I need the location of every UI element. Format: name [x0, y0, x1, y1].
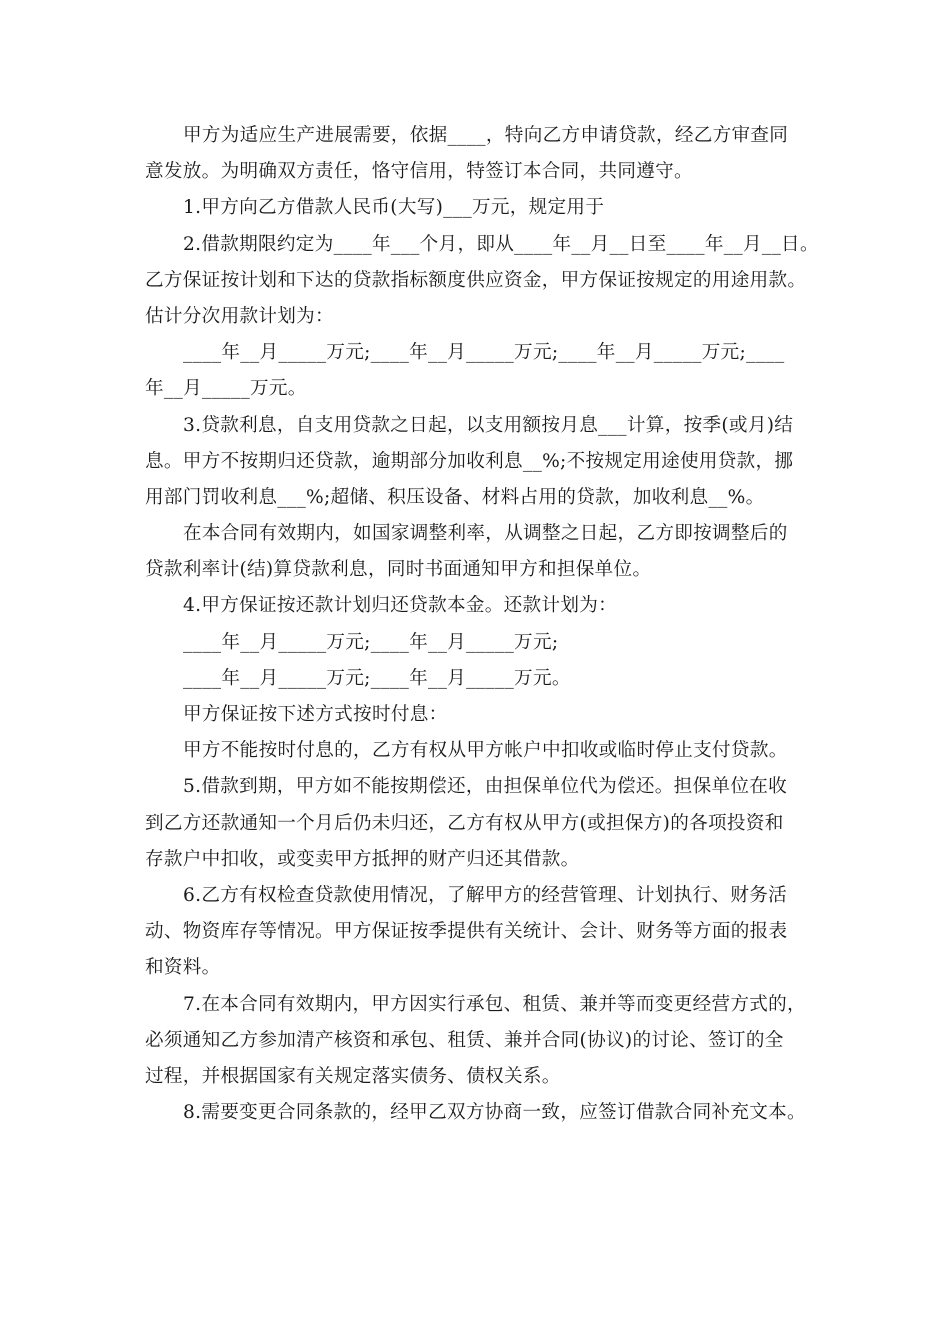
paragraph-usage-plan [145, 335, 825, 407]
paragraph-interest-default [145, 733, 825, 769]
paragraph-clause-7 [145, 987, 825, 1096]
text-line: 年__月_____万元。 [145, 378, 307, 400]
text-line: 8.需要变更合同条款的，经甲乙双方协商一致，应签订借款合同补充文本。 [183, 1102, 806, 1124]
text-line: 7.在本合同有效期内，甲方因实行承包、租赁、兼并等而变更经营方式的， [183, 993, 806, 1015]
text-line: 在本合同有效期内，如国家调整利率，从调整之日起，乙方即按调整后的 [183, 523, 788, 545]
paragraph-clause-2 [145, 227, 825, 336]
text-line: 用部门罚收利息___%;超储、积压设备、材料占用的贷款，加收利息__%。 [145, 486, 765, 508]
paragraph-repay-plan-2 [145, 661, 825, 697]
text-line: ____年__月_____万元;____年__月_____万元。 [183, 667, 571, 689]
contract-page [145, 118, 825, 1131]
paragraph-clause-6 [145, 878, 825, 987]
paragraph-rate-adjust [145, 516, 825, 588]
paragraph-clause-4 [145, 588, 825, 624]
text-line: 必须通知乙方参加清产核资和承包、租赁、兼并合同(协议)的讨论、签订的全 [145, 1029, 784, 1051]
text-line: 乙方保证按计划和下达的贷款指标额度供应资金，甲方保证按规定的用途用款。 [145, 269, 807, 291]
text-line: 贷款利率计(结)算贷款利息，同时书面通知甲方和担保单位。 [145, 559, 652, 581]
text-line: 2.借款期限约定为____年___个月，即从____年__月__日至____年__月__日。 [183, 233, 819, 255]
paragraph-intro [145, 118, 825, 190]
text-line: ____年__月_____万元;____年__月_____万元;____年__月_____万元;____ [183, 342, 785, 364]
text-line: 动、物资库存等情况。甲方保证按季提供有关统计、会计、财务等方面的报表 [145, 921, 788, 943]
text-line: 6.乙方有权检查贷款使用情况，了解甲方的经营管理、计划执行、财务活 [183, 884, 788, 906]
text-line: 甲方为适应生产进展需要，依据____，特向乙方申请贷款，经乙方审查同 [183, 125, 789, 146]
paragraph-clause-5 [145, 769, 825, 878]
text-line: 意发放。为明确双方责任，恪守信用，特签订本合同，共同遵守。 [145, 161, 693, 183]
text-line: 息。甲方不按期归还贷款，逾期部分加收利息__%;不按规定用途使用贷款，挪 [145, 450, 794, 472]
text-line: 5.借款到期，甲方如不能按期偿还，由担保单位代为偿还。担保单位在收 [183, 776, 788, 798]
paragraph-repay-plan-1 [145, 625, 825, 661]
text-line: 存款户中扣收，或变卖甲方抵押的财产归还其借款。 [145, 848, 580, 870]
text-line: 甲方不能按时付息的，乙方有权从甲方帐户中扣收或临时停止支付贷款。 [183, 740, 788, 762]
paragraph-clause-3 [145, 408, 825, 517]
text-line: 到乙方还款通知一个月后仍未归还，乙方有权从甲方(或担保方)的各项投资和 [145, 812, 784, 834]
text-line: 和资料。 [145, 957, 221, 979]
text-line: 甲方保证按下述方式按时付息： [183, 704, 448, 725]
paragraph-clause-1 [145, 190, 825, 226]
paragraph-clause-8 [145, 1095, 825, 1131]
text-line: 过程，并根据国家有关规定落实债务、债权关系。 [145, 1065, 561, 1087]
text-line: 3.贷款利息，自支用贷款之日起，以支用额按月息___计算，按季(或月)结 [183, 414, 794, 436]
text-line: 1.甲方向乙方借款人民币(大写)___万元，规定用于 [183, 197, 605, 219]
text-line: 4.甲方保证按还款计划归还贷款本金。还款计划为： [183, 595, 618, 617]
text-line: 估计分次用款计划为： [145, 305, 334, 327]
text-line: ____年__月_____万元;____年__月_____万元; [183, 631, 559, 653]
paragraph-interest-method [145, 697, 825, 733]
